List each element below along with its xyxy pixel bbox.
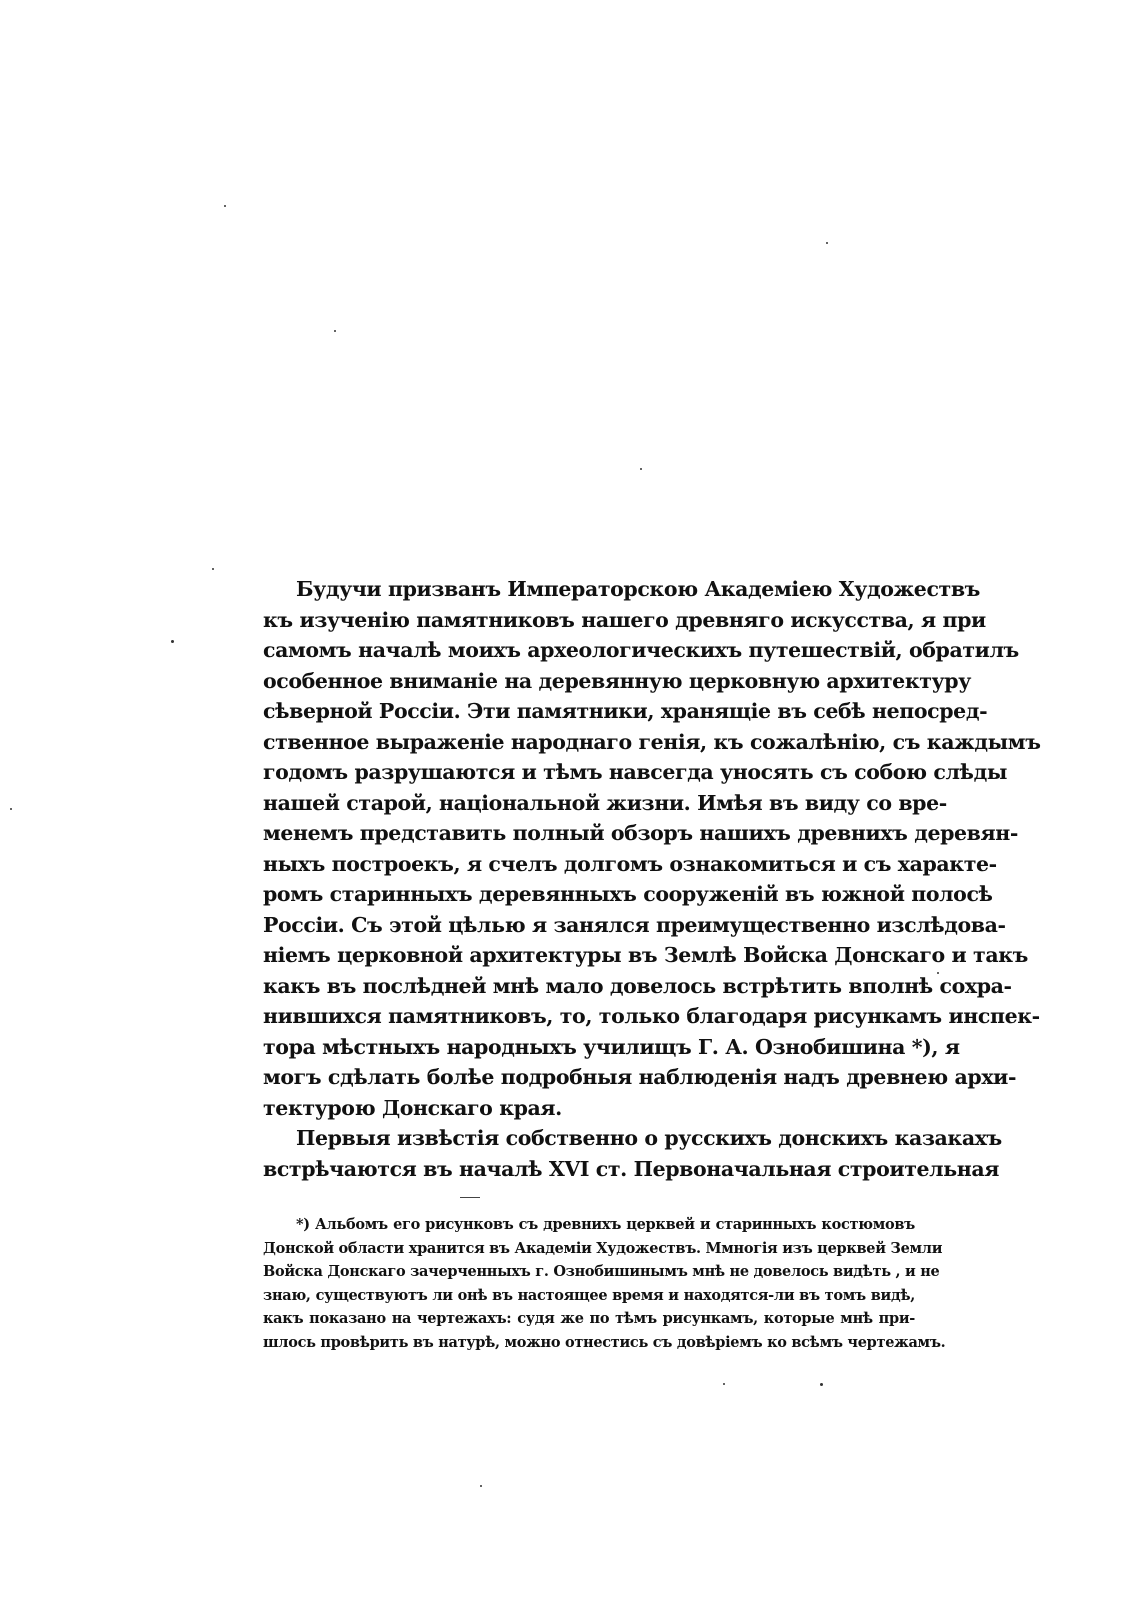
scan-speck: [224, 205, 226, 207]
body-line: нившихся памятниковъ, то, только благодаря рисункамъ инспек-: [263, 1004, 1040, 1028]
body-line: нашей старой, нацiональной жизни. Имѣя въ виду со вре-: [263, 790, 947, 815]
scan-speck: [212, 568, 214, 570]
footnote: [263, 1213, 946, 1354]
scan-speck: [937, 972, 939, 974]
footnote-line: какъ показано на чертежахъ: судя же по тѣмъ рисункамъ, которые мнѣ при-: [263, 1310, 915, 1327]
body-line: ныхъ построекъ, я счелъ долгомъ ознакомиться и съ характе-: [263, 851, 997, 876]
scan-speck: [171, 640, 174, 643]
scan-speck: [334, 330, 336, 332]
body-line: къ изученiю памятниковъ нашего древняго искусства, я при: [263, 607, 986, 632]
body-line: Россiи. Съ этой цѣлью я занялся преимущественно изслѣдова-: [263, 912, 1006, 937]
body-text: [263, 574, 1041, 1184]
body-line: могъ сдѣлать болѣе подробныя наблюденiя надъ древнею архи-: [263, 1065, 1017, 1089]
body-line: самомъ началѣ моихъ археологическихъ путешествiй, обратилъ: [263, 638, 1019, 662]
scan-speck: [640, 468, 642, 470]
footnote-line: Донской области хранится въ Академiи Художествъ. Ммногiя изъ церквей Земли: [263, 1239, 943, 1257]
body-line: тора мѣстныхъ народныхъ училищъ Г. А. Ознобишина *), я: [263, 1034, 960, 1059]
body-line: годомъ разрушаются и тѣмъ навсегда уносять съ собою слѣды: [263, 760, 1007, 784]
body-line: ромъ старинныхъ деревянныхъ сооруженiй въ южной полосѣ: [263, 882, 993, 906]
body-line: особенное вниманiе на деревянную церковную архитектуру: [263, 668, 971, 693]
body-line: тектурою Донскаго края.: [263, 1095, 562, 1120]
scan-speck: [820, 1383, 823, 1386]
footnote-line: знаю, существуютъ ли онѣ въ настоящее время и находятся-ли въ томъ видѣ,: [263, 1286, 915, 1304]
scan-speck: [826, 242, 828, 244]
footnote-line: Войска Донскаго зачерченныхъ г. Ознобишинымъ мнѣ не довелось видѣть , и не: [263, 1263, 940, 1280]
scan-speck: [10, 808, 12, 810]
footnote-line: *) Альбомъ его рисунковъ съ древнихъ церквей и старинныхъ костюмовъ: [296, 1216, 915, 1233]
body-line: сѣверной Россiи. Эти памятники, хранящiе въ себѣ непосред-: [263, 699, 988, 723]
body-line: встрѣчаются въ началѣ XVI ст. Первоначальная строительная: [263, 1156, 999, 1181]
footnote-separator: [460, 1197, 480, 1198]
scan-speck: [723, 1383, 725, 1385]
body-line: Будучи призванъ Императорскою Академiею Художествъ: [296, 577, 981, 601]
body-line: Первыя извѣстiя собственно о русскихъ донскихъ казакахъ: [296, 1126, 1002, 1150]
footnote-line: шлось провѣрить въ натурѣ, можно отнестись съ довѣрiемъ ко всѣмъ чертежамъ.: [263, 1333, 946, 1351]
body-line: какъ въ послѣдней мнѣ мало довелось встрѣтить вполнѣ сохра-: [263, 973, 1012, 998]
scan-speck: [480, 1485, 482, 1487]
body-line: ственное выраженiе народнаго генiя, къ сожалѣнiю, съ каждымъ: [263, 729, 1041, 754]
body-line: менемъ представить полный обзоръ нашихъ древнихъ деревян-: [263, 821, 1018, 845]
body-line: нiемъ церковной архитектуры въ Землѣ Войска Донскаго и такъ: [263, 943, 1028, 967]
